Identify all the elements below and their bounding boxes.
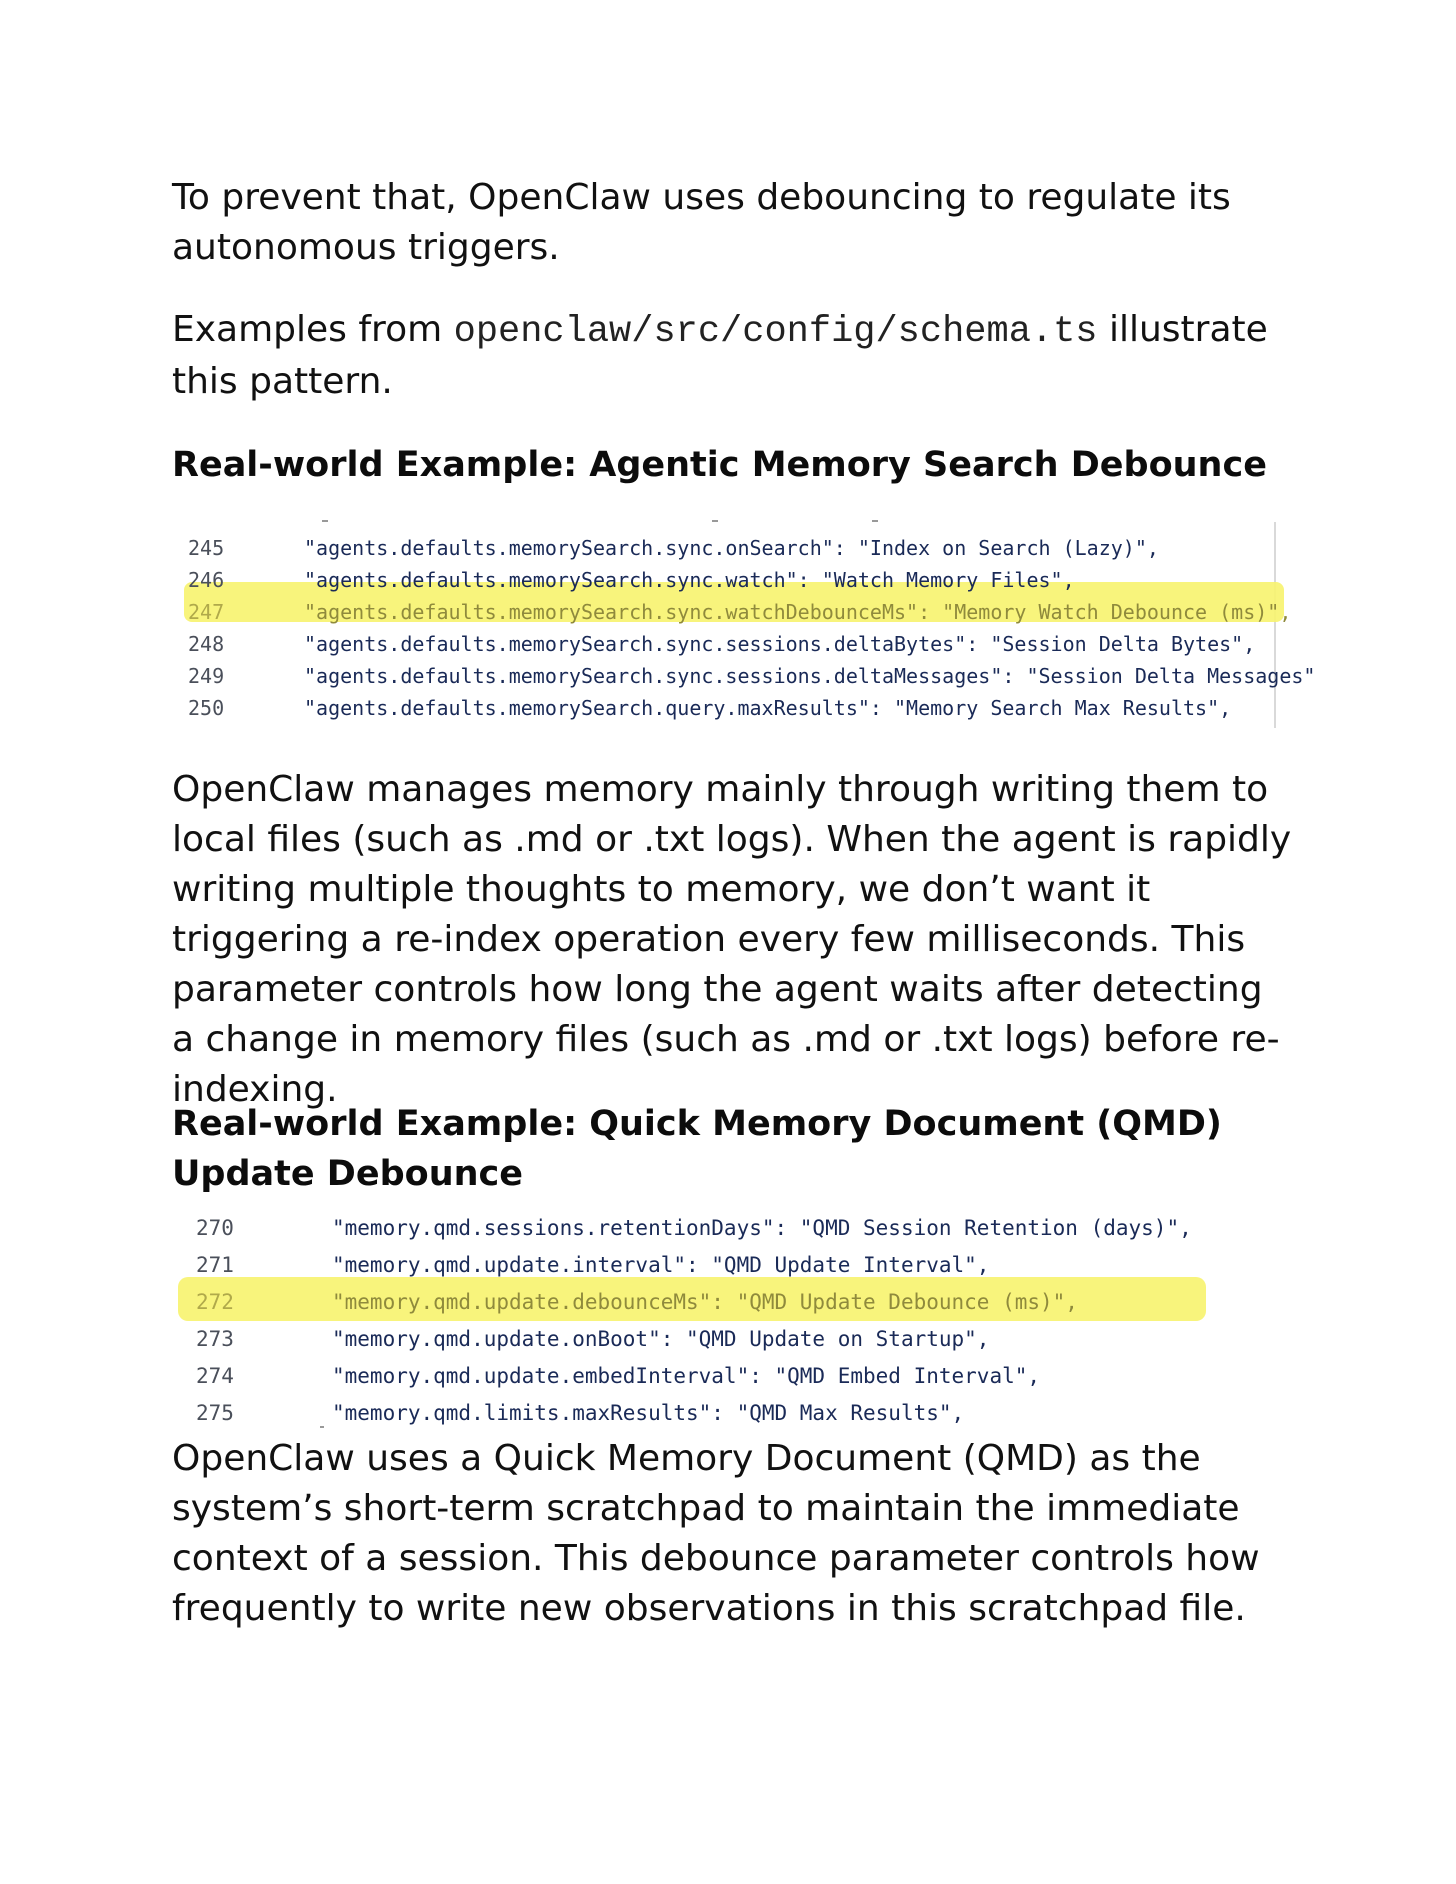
code-line-249 xyxy=(172,660,1316,692)
examples-text-before: Examples from xyxy=(172,309,454,350)
code-line-245 xyxy=(172,532,1292,564)
code-line-274 xyxy=(172,1360,1292,1392)
line-number: 270 xyxy=(196,1216,234,1240)
code-line-270 xyxy=(172,1212,1292,1244)
heading-memory-search: Real-world Example: Agentic Memory Search Debounce xyxy=(172,445,1267,485)
code-text: "memory.qmd.limits.maxResults": "QMD Max Results", xyxy=(332,1401,965,1425)
intro-paragraph: To prevent that, OpenClaw uses debouncing to regulate its autonomous triggers. xyxy=(172,177,1231,268)
line-number: 274 xyxy=(196,1364,234,1388)
memory-explanation-paragraph: OpenClaw manages memory mainly through writing them to local files (such as .md or .txt logs). When the agent is rapidly writing multiple thoughts to memory, we don’t want it triggering a re-index operation every few milliseconds. This parameter controls how long the agent waits after detecting a change in memory files (such as .md or .txt logs) before re-indexing. xyxy=(172,769,1292,1110)
cropped-mark xyxy=(872,520,878,522)
code-text: "agents.defaults.memorySearch.sync.onSearch": "Index on Search (Lazy)", xyxy=(304,536,1159,560)
code-snippet-memory-search xyxy=(172,522,1316,728)
line-number: 245 xyxy=(188,536,225,560)
code-line-273 xyxy=(172,1323,1292,1355)
code-text: "memory.qmd.update.onBoot": "QMD Update on Startup", xyxy=(332,1327,990,1351)
line-number: 247 xyxy=(188,600,225,624)
line-number: 248 xyxy=(188,632,225,656)
code-text: "agents.defaults.memorySearch.sync.sessions.deltaMessages": "Session Delta Messages" xyxy=(304,664,1316,688)
examples-paragraph xyxy=(172,305,1292,407)
heading-qmd-update: Real-world Example: Quick Memory Document (QMD) Update Debounce xyxy=(172,1104,1222,1194)
code-text: "agents.defaults.memorySearch.query.maxResults": "Memory Search Max Results", xyxy=(304,696,1232,720)
line-number: 250 xyxy=(188,696,225,720)
code-text: "memory.qmd.sessions.retentionDays": "QMD Session Retention (days)", xyxy=(332,1216,1192,1240)
cropped-mark xyxy=(322,520,328,522)
line-number: 273 xyxy=(196,1327,234,1351)
file-path-code: openclaw/src/config/schema.ts xyxy=(453,311,1098,353)
code-line-246 xyxy=(172,564,1292,596)
code-snippet-qmd-update xyxy=(172,1200,1292,1425)
code-line-247 xyxy=(172,596,1292,628)
cropped-mark xyxy=(320,1426,324,1428)
code-line-272 xyxy=(172,1286,1292,1318)
cropped-mark xyxy=(712,520,718,522)
code-text: "memory.qmd.update.interval": "QMD Update Interval", xyxy=(332,1253,990,1277)
examples-text-after: illustrate this pattern. xyxy=(172,309,1268,402)
line-number: 272 xyxy=(196,1290,234,1314)
line-number: 249 xyxy=(188,664,225,688)
code-text: "agents.defaults.memorySearch.sync.watchDebounceMs": "Memory Watch Debounce (ms)", xyxy=(304,600,1292,624)
qmd-explanation-paragraph: OpenClaw uses a Quick Memory Document (QMD) as the system’s short-term scratchpad to maintain the immediate context of a session. This debounce parameter controls how frequently to write new observations in this scratchpad file. xyxy=(172,1438,1260,1629)
code-line-248 xyxy=(172,628,1292,660)
code-text: "agents.defaults.memorySearch.sync.sessions.deltaBytes": "Session Delta Bytes", xyxy=(304,632,1256,656)
line-number: 275 xyxy=(196,1401,234,1425)
code-text: "agents.defaults.memorySearch.sync.watch": "Watch Memory Files", xyxy=(304,568,1075,592)
code-line-250 xyxy=(172,692,1292,724)
code-line-271 xyxy=(172,1249,1292,1281)
line-number: 246 xyxy=(188,568,225,592)
code-text: "memory.qmd.update.embedInterval": "QMD Embed Interval", xyxy=(332,1364,1041,1388)
line-number: 271 xyxy=(196,1253,234,1277)
code-text: "memory.qmd.update.debounceMs": "QMD Update Debounce (ms)", xyxy=(332,1290,1078,1314)
code-line-275 xyxy=(172,1397,1292,1429)
